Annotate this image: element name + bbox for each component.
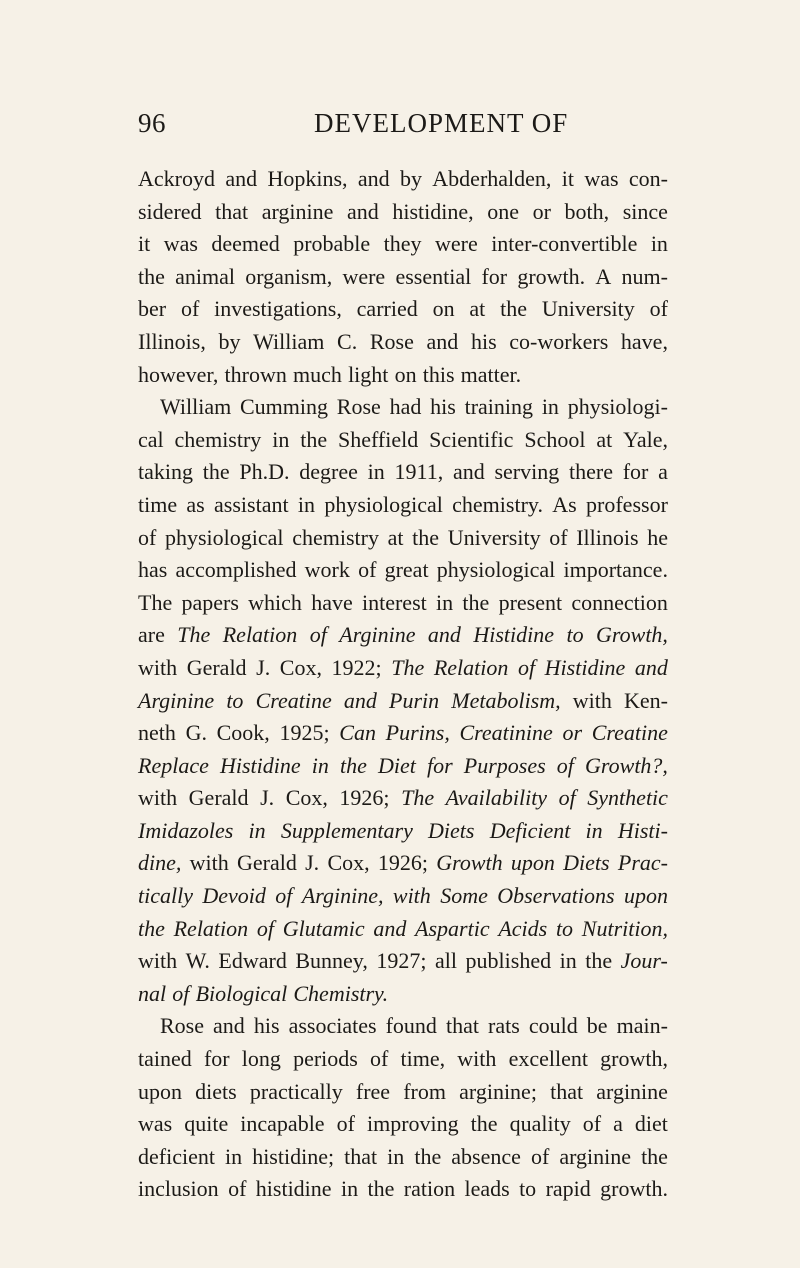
page-header <box>138 108 668 148</box>
text-line: tained for long periods of time, with excellent growth, <box>138 1046 668 1072</box>
text-line: Rose and his associates found that rats could be main- <box>160 1013 668 1039</box>
text-line: dine, with Gerald J. Cox, 1926; Growth upon Diets Prac- <box>138 850 668 876</box>
text-line: Imidazoles in Supplementary Diets Deficient in Histi- <box>138 817 668 843</box>
body-text <box>138 163 668 1206</box>
text-line: ber of investigations, carried on at the University of <box>138 296 668 322</box>
text-line: time as assistant in physiological chemistry. As professor <box>138 491 668 517</box>
text-line: neth G. Cook, 1925; Can Purins, Creatinine or Creatine <box>138 720 668 746</box>
text-line: of physiological chemistry at the University of Illinois he <box>138 524 668 550</box>
text-line: with Gerald J. Cox, 1926; The Availability of Synthetic <box>138 785 668 811</box>
text-line: Ackroyd and Hopkins, and by Abderhalden, it was con- <box>138 166 668 191</box>
text-line: Replace Histidine in the Diet for Purposes of Growth?, <box>138 752 668 778</box>
text-line: tically Devoid of Arginine, with Some Observations upon <box>138 883 668 909</box>
text-line: nal of Biological Chemistry. <box>138 980 389 1006</box>
text-line: Illinois, by William C. Rose and his co-workers have, <box>138 328 668 354</box>
text-line: upon diets practically free from arginine; that arginine <box>138 1078 668 1104</box>
text-line: inclusion of histidine in the ration leads to rapid growth. <box>138 1176 668 1202</box>
text-line: are The Relation of Arginine and Histidine to Growth, <box>138 622 668 648</box>
text-line: with W. Edward Bunney, 1927; all published in the Jour- <box>138 948 668 974</box>
text-line: deficient in histidine; that in the absence of arginine the <box>138 1143 668 1169</box>
text-line: the Relation of Glutamic and Aspartic Acids to Nutrition, <box>138 915 668 941</box>
running-head: DEVELOPMENT OF <box>314 108 569 138</box>
page-number: 96 <box>138 108 166 138</box>
text-line: Arginine to Creatine and Purin Metabolism, with Ken- <box>138 687 668 713</box>
text-line: however, thrown much light on this matter. <box>138 361 522 387</box>
text-line: William Cumming Rose had his training in physiologi- <box>160 394 668 420</box>
text-line: cal chemistry in the Sheffield Scientific School at Yale, <box>138 426 668 452</box>
text-line: with Gerald J. Cox, 1922; The Relation of Histidine and <box>138 654 668 680</box>
text-line: sidered that arginine and histidine, one or both, since <box>138 198 668 224</box>
text-line: was quite incapable of improving the quality of a diet <box>138 1111 668 1137</box>
text-line: The papers which have interest in the present connection <box>138 589 668 615</box>
text-line: the animal organism, were essential for growth. A num- <box>138 263 668 289</box>
text-line: taking the Ph.D. degree in 1911, and serving there for a <box>138 459 668 485</box>
text-line: it was deemed probable they were inter-convertible in <box>138 231 668 257</box>
text-line: has accomplished work of great physiological importance. <box>138 557 668 583</box>
